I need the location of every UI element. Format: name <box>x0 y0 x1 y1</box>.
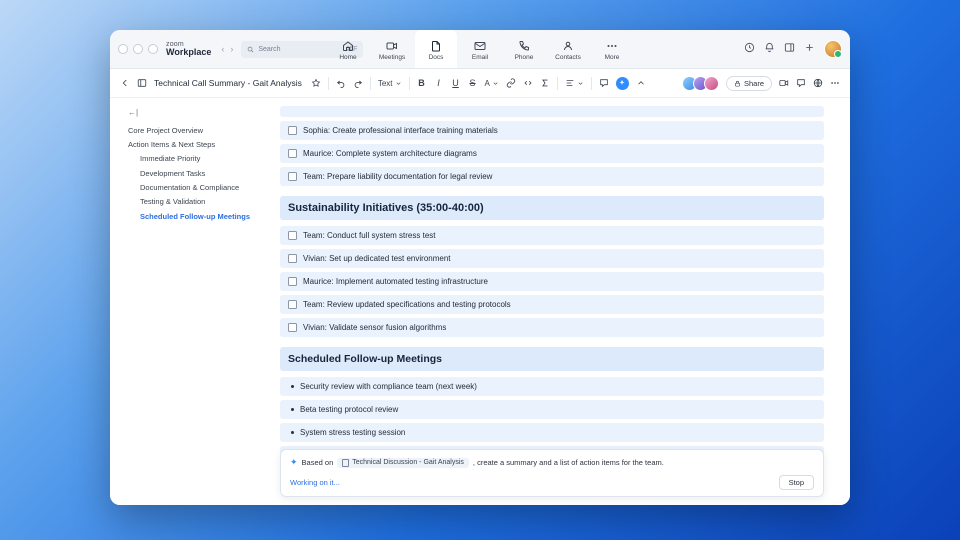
tab-meetings-label: Meetings <box>378 53 406 61</box>
tab-phone[interactable] <box>503 30 545 68</box>
window-controls[interactable] <box>118 44 158 54</box>
tab-contacts-label: Contacts <box>555 53 581 61</box>
sidebar-item-immediate-priority[interactable]: Immediate Priority <box>140 154 201 164</box>
checkbox[interactable] <box>288 149 297 158</box>
globe-icon[interactable] <box>813 75 823 91</box>
text-color-letter: A <box>484 78 490 88</box>
tab-email-label: Email <box>471 53 489 61</box>
text-color-button[interactable] <box>485 79 499 88</box>
list-item-label: Beta testing protocol review <box>300 405 399 414</box>
brand-zoom-text: zoom <box>166 40 184 48</box>
checklist-item-label: Vivian: Validate sensor fusion algorithms <box>303 323 447 332</box>
doc-back-icon[interactable] <box>120 75 130 91</box>
list-item[interactable] <box>280 377 824 396</box>
tab-home[interactable] <box>327 30 369 68</box>
checklist-item-label: Sophia: Create professional interface training materials <box>303 126 498 135</box>
main-nav-tabs[interactable] <box>327 30 633 68</box>
sparkle-icon <box>618 79 626 87</box>
sidebar-item-core-project-overview[interactable]: Core Project Overview <box>128 125 204 135</box>
tab-docs[interactable] <box>415 30 457 68</box>
checkbox[interactable] <box>288 231 297 240</box>
chevron-down-icon <box>395 80 402 87</box>
tab-contacts[interactable] <box>547 30 589 68</box>
notifications-bell-icon[interactable] <box>764 40 775 58</box>
user-avatar[interactable] <box>824 40 842 58</box>
checkbox[interactable] <box>288 323 297 332</box>
envelope-icon <box>474 40 487 53</box>
bullet-icon <box>291 431 294 434</box>
list-item[interactable] <box>280 400 824 419</box>
chevron-down-icon <box>577 80 584 87</box>
checklist-item-label: Maurice: Complete system architecture diagrams <box>303 149 477 158</box>
sidebar-item-testing-validation[interactable]: Testing & Validation <box>140 197 206 207</box>
phone-icon <box>518 40 531 53</box>
chevron-down-icon <box>492 80 499 87</box>
undo-icon[interactable] <box>336 75 346 91</box>
forward-arrow-icon[interactable]: › <box>230 44 234 54</box>
search-placeholder-text: Search <box>258 45 281 53</box>
text-style-dropdown[interactable] <box>378 79 402 88</box>
formula-icon[interactable] <box>540 75 550 91</box>
section-heading-followup-meetings: Scheduled Follow-up Meetings <box>280 347 824 371</box>
align-left-icon <box>565 78 575 88</box>
home-icon <box>342 40 358 53</box>
ai-status-text: Working on it... <box>290 478 340 487</box>
checklist-item-label: Team: Prepare liability documentation for legal review <box>303 172 493 181</box>
history-nav[interactable] <box>221 44 233 54</box>
favorite-star-icon[interactable] <box>311 75 321 91</box>
document-content[interactable] <box>268 98 850 505</box>
bold-button[interactable]: B <box>418 78 425 88</box>
stop-button[interactable]: Stop <box>779 475 814 490</box>
ai-panel-footer <box>290 475 814 490</box>
chat-icon[interactable] <box>796 75 806 91</box>
checkbox[interactable] <box>288 172 297 181</box>
checklist-item[interactable] <box>280 272 824 291</box>
partial-row <box>280 106 824 117</box>
collaborator-avatars[interactable] <box>682 76 719 91</box>
new-item-plus-icon[interactable] <box>804 40 815 58</box>
maximize-window-button[interactable] <box>148 44 158 54</box>
align-dropdown[interactable] <box>565 78 584 88</box>
collapse-sidebar-button[interactable]: ←| <box>128 108 139 117</box>
ai-companion-button[interactable] <box>616 77 629 90</box>
tab-home-label: Home <box>339 53 357 61</box>
checkbox[interactable] <box>288 300 297 309</box>
sidebar-item-action-items[interactable]: Action Items & Next Steps <box>128 139 216 149</box>
back-arrow-icon[interactable]: ‹ <box>221 44 225 54</box>
search-shortcut-hint: ⌘F <box>346 46 358 53</box>
search-icon <box>247 46 254 53</box>
checklist-item-label: Team: Conduct full system stress test <box>303 231 436 240</box>
document-icon <box>430 40 443 53</box>
brand-workplace-text: Workplace <box>166 46 212 57</box>
code-icon[interactable] <box>523 75 533 91</box>
outline-sidebar <box>110 98 268 505</box>
toolbar-divider <box>591 77 592 90</box>
toolbar-divider <box>557 77 558 90</box>
video-camera-icon <box>386 40 399 53</box>
avatar[interactable] <box>704 76 719 91</box>
chrome-right-actions <box>744 40 842 58</box>
ellipsis-icon <box>606 40 619 53</box>
checkbox[interactable] <box>288 126 297 135</box>
ai-prompt-line <box>290 457 814 468</box>
share-label: Share <box>743 78 764 88</box>
lock-icon <box>734 80 741 87</box>
list-item-label: System stress testing session <box>300 428 406 437</box>
tab-docs-label: Docs <box>428 53 444 61</box>
toolbar-divider <box>328 77 329 90</box>
toolbar-divider <box>409 77 410 90</box>
checklist-item[interactable] <box>280 295 824 314</box>
document-toolbar <box>110 69 850 98</box>
underline-button[interactable]: U <box>452 78 459 88</box>
sidebar-item-documentation-compliance[interactable]: Documentation & Compliance <box>140 183 240 192</box>
checkbox[interactable] <box>288 277 297 286</box>
toolbar-divider <box>370 77 371 90</box>
zoom-workplace-window <box>110 30 850 505</box>
page-title[interactable]: Technical Call Summary - Gait Analysis <box>154 78 302 88</box>
text-style-label: Text <box>377 78 393 88</box>
redo-icon[interactable] <box>353 75 363 91</box>
close-window-button[interactable] <box>118 44 128 54</box>
comment-icon[interactable] <box>599 75 609 91</box>
zoom-logo <box>166 41 211 58</box>
share-button[interactable] <box>726 76 772 91</box>
checklist-item[interactable] <box>280 144 824 163</box>
checklist-item-label: Vivian: Set up dedicated test environment <box>303 254 451 263</box>
start-meeting-icon[interactable] <box>779 75 789 91</box>
doc-sidebar-toggle-icon[interactable] <box>137 75 147 91</box>
history-clock-icon[interactable] <box>744 40 755 58</box>
list-item-label: Security review with compliance team (next week) <box>300 382 477 391</box>
checklist-item[interactable] <box>280 167 824 186</box>
sidebar-item-scheduled-followup-meetings[interactable]: Scheduled Follow-up Meetings <box>140 211 251 221</box>
ai-prompt-prefix: Based on <box>301 458 334 467</box>
sparkle-icon: ✦ <box>290 457 298 467</box>
bullet-icon <box>291 385 294 388</box>
tab-more[interactable] <box>591 30 633 68</box>
list-item[interactable] <box>280 423 824 442</box>
strikethrough-button[interactable]: S <box>469 78 476 88</box>
bullet-icon <box>291 408 294 411</box>
tab-phone-label: Phone <box>514 53 534 61</box>
app-title-bar <box>110 30 850 69</box>
section-heading-sustainability: Sustainability Initiatives (35:00-40:00) <box>280 196 824 220</box>
tab-email[interactable] <box>459 30 501 68</box>
checklist-item[interactable] <box>280 121 824 140</box>
link-icon[interactable] <box>506 75 516 91</box>
checklist-item[interactable] <box>280 318 824 337</box>
minimize-window-button[interactable] <box>133 44 143 54</box>
source-document-label: Technical Discussion - Gait Analysis <box>352 459 464 466</box>
checklist-item-label: Team: Review updated specifications and testing protocols <box>303 300 511 309</box>
tab-more-label: More <box>604 53 620 61</box>
contacts-icon <box>562 40 575 53</box>
sidebar-item-development-tasks[interactable]: Development Tasks <box>140 168 206 178</box>
toolbar-right-actions <box>682 75 840 91</box>
more-options-icon[interactable] <box>830 75 840 91</box>
checklist-item[interactable] <box>280 226 824 245</box>
italic-button[interactable]: I <box>437 78 440 88</box>
checkbox[interactable] <box>288 254 297 263</box>
side-panel-icon[interactable] <box>784 40 795 58</box>
source-document-chip[interactable] <box>337 458 469 468</box>
tab-meetings[interactable] <box>371 30 413 68</box>
checklist-item-label: Maurice: Implement automated testing infrastructure <box>303 277 488 286</box>
ai-companion-panel <box>280 449 824 497</box>
checklist-item[interactable] <box>280 249 824 268</box>
document-icon <box>342 459 349 467</box>
ai-prompt-suffix: , create a summary and a list of action items for the team. <box>472 458 664 467</box>
toolbar-more-icon[interactable] <box>636 75 646 91</box>
document-body <box>110 98 850 505</box>
